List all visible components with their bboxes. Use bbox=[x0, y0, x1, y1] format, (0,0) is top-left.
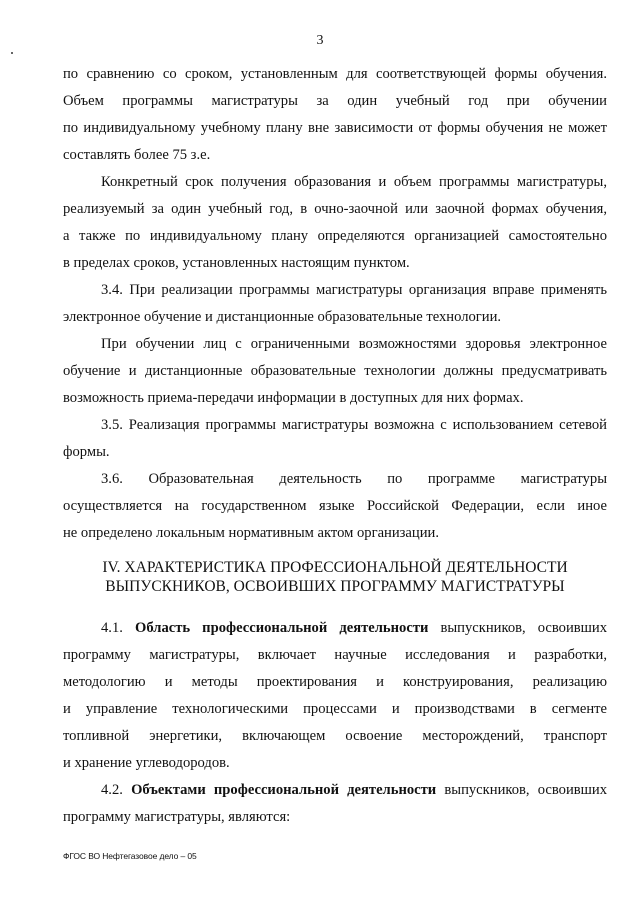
paragraph-4-1-first-line bbox=[101, 619, 607, 637]
clause-number: 4.1. bbox=[101, 620, 123, 636]
footer-note: ФГОС ВО Нефтегазовое дело – 05 bbox=[63, 851, 197, 861]
text-line: обучение и дистанционные образовательные технологии должны предусматривать bbox=[63, 363, 607, 379]
text-line: по индивидуальному учебному плану вне зависимости от формы обучения не может bbox=[63, 120, 607, 136]
text-line: топливной энергетики, включающем освоение месторождений, транспорт bbox=[63, 728, 607, 744]
text-line: и управление технологическими процессами и производствами в сегменте bbox=[63, 701, 607, 717]
text-fragment: выпускников, освоивших bbox=[436, 782, 607, 798]
text-line: программу магистратуры, являются: bbox=[63, 809, 291, 825]
section-heading-line-1: IV. ХАРАКТЕРИСТИКА ПРОФЕССИОНАЛЬНОЙ ДЕЯТЕЛЬНОСТИ bbox=[102, 559, 568, 576]
text-line: и хранение углеводородов. bbox=[63, 755, 230, 771]
text-line: в пределах сроков, установленных настоящим пунктом. bbox=[63, 255, 410, 271]
bold-term: Область профессиональной деятельности bbox=[134, 620, 429, 636]
clause-number: 4.2. bbox=[101, 782, 123, 798]
text-line: не определено локальным нормативным актом организации. bbox=[63, 525, 439, 541]
text-line: а также по индивидуальному плану определяются организацией самостоятельно bbox=[63, 228, 607, 244]
text-line: При обучении лиц с ограниченными возможностями здоровья электронное bbox=[101, 336, 607, 352]
text-line: формы. bbox=[63, 444, 110, 460]
text-line: программу магистратуры, включает научные исследования и разработки, bbox=[63, 647, 607, 663]
text-fragment: выпускников, освоивших bbox=[428, 620, 607, 636]
text-line: Конкретный срок получения образования и объем программы магистратуры, bbox=[101, 174, 607, 190]
text-line: осуществляется на государственном языке Российской Федерации, если иное bbox=[63, 498, 607, 514]
text-line: возможность приема-передачи информации в доступных для них формах. bbox=[63, 390, 524, 406]
section-heading-line-2: ВЫПУСКНИКОВ, ОСВОИВШИХ ПРОГРАММУ МАГИСТРАТУРЫ bbox=[105, 578, 565, 595]
paragraph-4-2-first-line bbox=[101, 781, 607, 799]
text-line: методологию и методы проектирования и конструирования, реализацию bbox=[63, 674, 607, 690]
text-line: реализуемый за один учебный год, в очно-заочной или заочной формах обучения, bbox=[63, 201, 607, 217]
text-line: электронное обучение и дистанционные образовательные технологии. bbox=[63, 309, 502, 325]
text-line: Объем программы магистратуры за один учебный год при обучении bbox=[63, 93, 607, 109]
text-line: составлять более 75 з.е. bbox=[63, 147, 211, 163]
text-line: по сравнению со сроком, установленным для соответствующей формы обучения. bbox=[63, 66, 607, 82]
page-number: 3 bbox=[316, 33, 324, 48]
bold-term: Объектами профессиональной деятельности bbox=[131, 782, 437, 798]
text-line: 3.5. Реализация программы магистратуры возможна с использованием сетевой bbox=[101, 417, 607, 433]
scan-speck bbox=[11, 52, 13, 54]
text-line: 3.4. При реализации программы магистратуры организация вправе применять bbox=[101, 282, 607, 298]
text-line: 3.6. Образовательная деятельность по программе магистратуры bbox=[101, 471, 607, 487]
